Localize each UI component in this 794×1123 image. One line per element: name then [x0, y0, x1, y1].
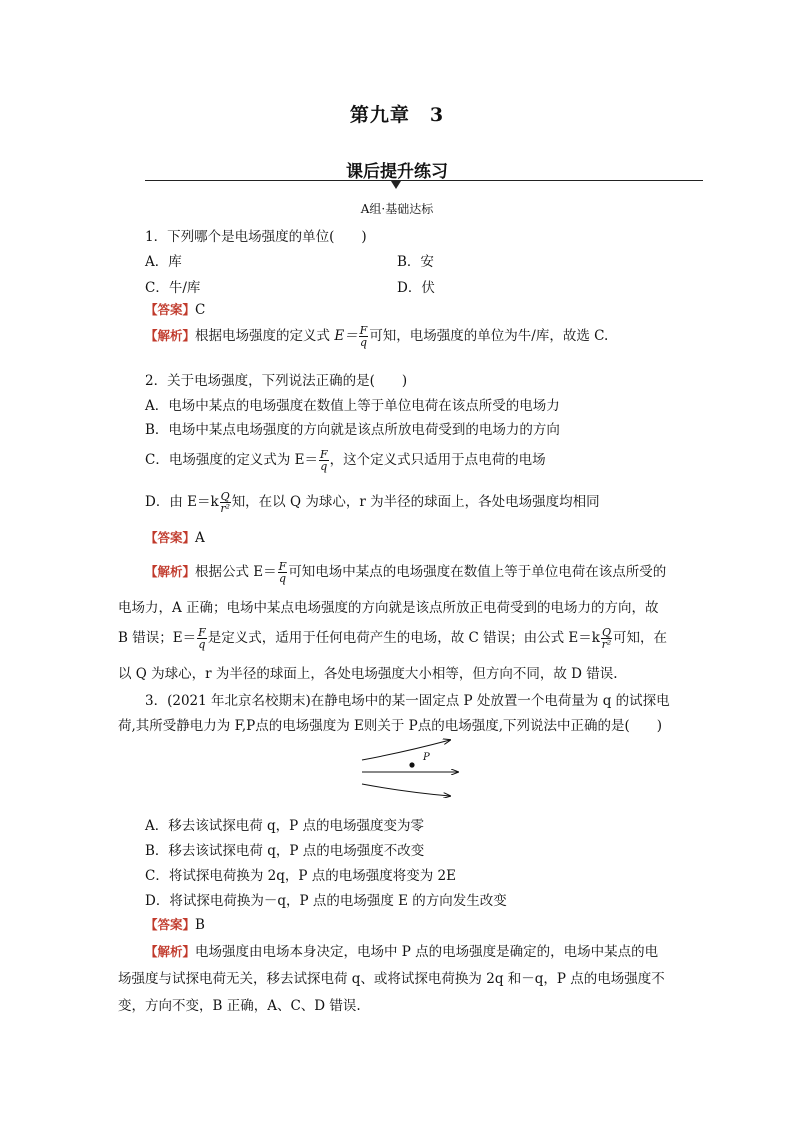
- q2-c-den: q: [320, 460, 328, 473]
- q3-answer-value: B: [195, 917, 205, 933]
- q2-analysis-line2: 电场力，A 正确；电场中某点电场强度的方向就是该点所放正电荷受到的电场力的方向，故: [118, 600, 659, 616]
- q3-option-a: A．移去该试探电荷 q，P 点的电场强度变为零: [145, 818, 425, 834]
- q2-c-num: F: [319, 448, 328, 461]
- q2-analysis-l3-mid: 是定义式，适用于任何电荷产生的电场，故 C 错误；由公式 E＝k: [207, 630, 600, 646]
- q2-analysis-line3: [118, 626, 667, 650]
- q3-stem-line2: 荷,其所受静电力为 F,P点的电场强度为 E则关于 P点的电场强度,下列说法中正确的是( ): [118, 718, 663, 734]
- q3-stem-line1: 3．(2021 年北京名校期末)在静电场中的某一固定点 P 处放置一个电荷量为 q 的试探电: [145, 693, 670, 709]
- q2-analysis-fraction-3: [601, 627, 612, 650]
- q2-d-fraction: [220, 491, 231, 514]
- q1-analysis-formula-lhs: E＝: [334, 328, 358, 344]
- q1-option-b: B．安: [397, 254, 434, 270]
- q3-analysis-line1: [145, 940, 658, 960]
- analysis-tag: 【解析】: [145, 564, 196, 579]
- q1-stem: 1．下列哪个是电场强度的单位( ): [145, 229, 367, 245]
- electric-field-diagram: [360, 738, 460, 798]
- q2-option-c-post: ，这个定义式只适用于点电荷的电场: [329, 452, 546, 468]
- q1-analysis-part2: 可知，电场强度的单位为牛/库，故选 C.: [369, 328, 609, 344]
- q2-answer-value: A: [195, 530, 205, 546]
- answer-tag: 【答案】: [145, 530, 196, 545]
- answer-tag: 【答案】: [145, 302, 196, 317]
- q2-analysis-fraction-1: [278, 561, 288, 584]
- q2-a-num-2: F: [198, 626, 206, 639]
- q2-option-c: [145, 448, 546, 472]
- q2-a-num-1: F: [278, 560, 287, 573]
- q2-analysis-line4: 以 Q 为球心，r 为半径的球面上，各处电场强度大小相等，但方向不同，故 D 错误.: [118, 666, 618, 682]
- q3-analysis-line3: 变，方向不变，B 正确，A、C、D 错误.: [118, 998, 361, 1014]
- q2-option-d-post: 知，在以 Q 为球心，r 为半径的球面上，各处电场强度均相同: [231, 494, 600, 510]
- q1-fraction: [359, 325, 369, 348]
- q3-analysis-l1: 电场强度由电场本身决定，电场中 P 点的电场强度是确定的，电场中某点的电: [195, 944, 659, 960]
- section-title: 课后提升练习: [346, 162, 448, 182]
- q3-answer: [145, 915, 205, 933]
- analysis-tag: 【解析】: [145, 328, 196, 343]
- q2-analysis-line1: [145, 560, 666, 584]
- q2-a-den-1: q: [278, 572, 287, 585]
- analysis-tag: 【解析】: [145, 944, 196, 959]
- q1-option-a: A．库: [145, 254, 182, 270]
- q1-option-d: D．伏: [397, 280, 435, 296]
- q2-c-fraction: [319, 449, 329, 472]
- q2-d-num: Q: [220, 490, 230, 503]
- q3-option-d: D．将试探电荷换为－q，P 点的电场强度 E 的方向发生改变: [145, 893, 507, 909]
- q2-stem: 2．关于电场强度，下列说法正确的是( ): [145, 373, 408, 389]
- q3-option-b: B．移去该试探电荷 q，P 点的电场强度不改变: [145, 843, 425, 859]
- answer-tag: 【答案】: [145, 917, 196, 932]
- q1-analysis-part1: 根据电场强度的定义式: [195, 328, 331, 344]
- q1-fraction-num: F: [359, 324, 368, 337]
- q2-option-d-pre: D．由 E＝k: [145, 494, 219, 510]
- q1-answer: [145, 300, 205, 318]
- q1-fraction-den: q: [359, 336, 368, 349]
- title-rule: [145, 180, 703, 181]
- q2-d-den: r²: [220, 502, 230, 515]
- group-title: A组·基础达标: [360, 202, 434, 216]
- q1-answer-value: C: [195, 302, 206, 318]
- q2-option-c-pre: C．电场强度的定义式为 E＝: [145, 452, 318, 468]
- q3-option-c: C．将试探电荷换为 2q，P 点的电场强度将变为 2E: [145, 868, 456, 884]
- q3-analysis-line2: 场强度与试探电荷无关，移去试探电荷 q、或将试探电荷换为 2q 和－q，P 点的电场强度不: [118, 971, 665, 987]
- q2-a-den-3: r²: [601, 638, 612, 651]
- q1-analysis: [145, 324, 608, 348]
- field-line-bottom: [362, 784, 450, 796]
- q2-analysis-l3-post: 可知，在: [613, 630, 667, 646]
- q2-a-den-2: q: [198, 638, 206, 651]
- q2-answer: [145, 528, 205, 546]
- q2-analysis-l1-post: 可知电场中某点的电场强度在数值上等于单位电荷在该点所受的: [288, 564, 667, 580]
- q1-option-c: C．牛/库: [145, 280, 201, 296]
- q2-option-d: [145, 490, 600, 514]
- q2-option-a: A．电场中某点的电场强度在数值上等于单位电荷在该点所受的电场力: [145, 398, 560, 414]
- chapter-title: 第九章 3: [349, 104, 445, 126]
- field-line-top: [362, 740, 450, 760]
- q2-analysis-l3-pre: B 错误；E＝: [118, 630, 197, 646]
- triangle-marker-icon: [391, 181, 401, 189]
- q2-analysis-l1-pre: 根据公式 E＝: [195, 564, 277, 580]
- point-p-dot: [409, 762, 414, 767]
- q2-a-num-3: Q: [601, 626, 611, 639]
- q2-option-b: B．电场中某点电场强度的方向就是该点所放电荷受到的电场力的方向: [145, 422, 560, 438]
- point-p-label: P: [423, 752, 430, 763]
- q2-analysis-fraction-2: [197, 627, 207, 650]
